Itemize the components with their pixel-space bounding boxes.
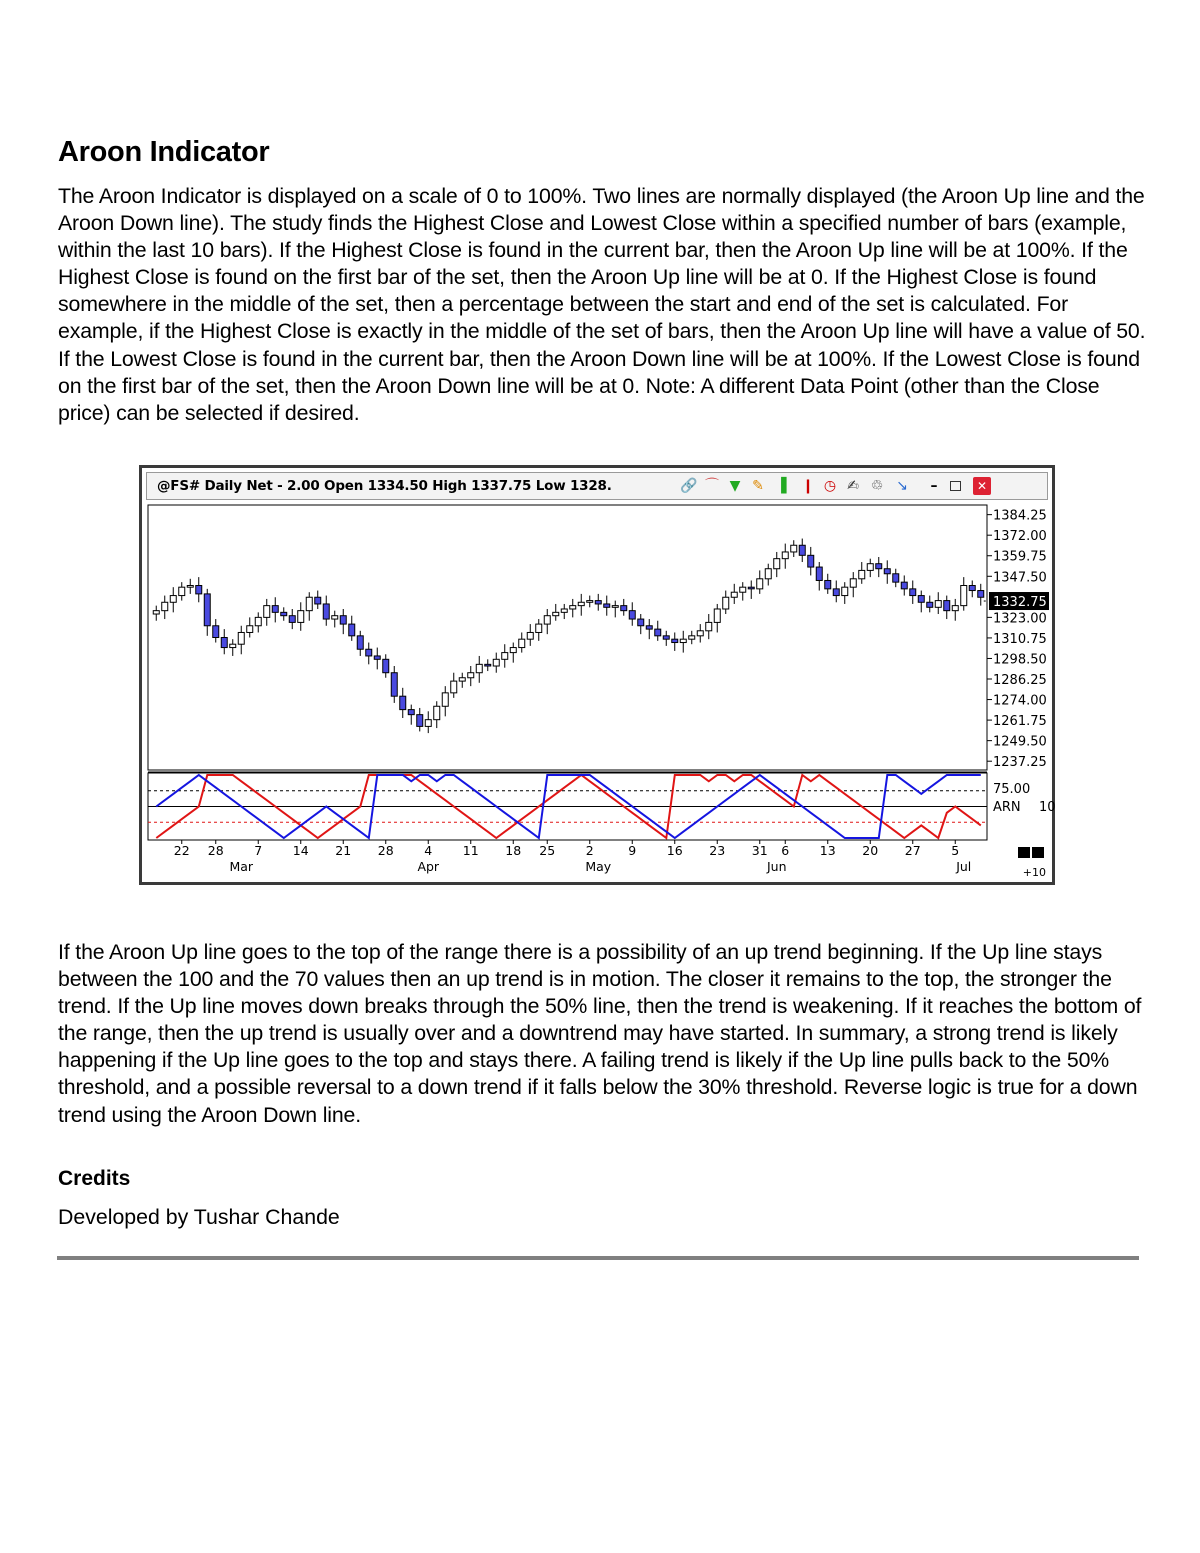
x-tick-label: 31 [751,843,768,858]
month-label: May [585,859,612,874]
draw-pencil-icon[interactable]: ✎ [752,478,764,494]
candle-body [383,659,389,672]
x-tick-label: 13 [819,843,836,858]
x-tick-label: 9 [628,843,637,858]
bar-chart-icon[interactable]: ▐ [775,478,787,494]
candle-body [740,587,746,592]
candle-body [306,597,312,610]
candle-body [910,589,916,596]
month-label: Apr [417,859,440,874]
candle-body [298,611,304,623]
y-tick-label: 1384.25 [993,508,1047,524]
interpretation-paragraph: If the Aroon Up line goes to the top of the range there is a possibility of an up trend beginning. If the Up line stays between the 100 and the 70 values then an up trend is in motion. The closer it remains to the top, the stronger the trend. If the Up line moves down breaks through the 50% line, then the trend is weakening. If it reaches the bottom of the range, then the up trend is usually over and a downtrend may have started. In summary, a strong trend is likely happening if the Up line goes to the top and stays there. A failing trend is likely if the Up line pulls back to the 50% threshold, and a possible reversal to a down trend if it falls below the 30% threshold. Reverse logic is true for a down trend using the Aroon Down line. [58,940,1142,1127]
x-tick-label: 27 [904,843,921,858]
candle-body [774,559,780,569]
candle-body [859,570,865,578]
candle-body [289,616,295,623]
clock-icon[interactable]: ◷ [823,478,837,494]
candle-body [315,597,321,604]
candle-body [272,606,278,613]
candle-body [825,580,831,588]
candle-body [391,673,397,696]
candle-body [587,601,593,603]
x-tick-label: 5 [951,843,960,858]
candle-body [578,602,584,605]
candle-body [204,594,210,626]
candle-body [918,596,924,603]
candle-body [196,586,202,594]
candle-body [629,611,635,619]
document-title: Aroon Indicator [58,136,270,168]
chart-window [139,465,1055,885]
candle-body [842,587,848,595]
candle-body [604,604,610,607]
candle-body [179,587,185,595]
candle-body [927,602,933,607]
candle-body [527,632,533,639]
x-tick-label: 28 [377,843,394,858]
candle-body [672,639,678,642]
candle-body [893,574,899,582]
candle-body [961,586,967,606]
candle-body [519,639,525,647]
candle-body [170,596,176,603]
candle-body [850,579,856,587]
y-tick-label: 1310.75 [993,631,1047,647]
candle-body [366,649,372,656]
y-tick-label: 1274.00 [993,693,1047,709]
x-tick-label: 28 [207,843,224,858]
candle-body [757,579,763,589]
candle-body [706,622,712,630]
y-tick-label: 1347.50 [993,570,1047,586]
candle-body [748,587,754,589]
layout-squares-icon[interactable] [1016,845,1044,863]
candle-body [765,569,771,579]
month-label: Jun [766,859,787,874]
candle-body [468,673,474,678]
x-tick-label: 2 [585,843,594,858]
candle-body [510,648,516,653]
candle-body [357,636,363,649]
chart-window-title: @FS# Daily Net - 2.00 Open 1334.50 High 1337.75 Low 1328. [157,478,612,494]
candle-body [884,569,890,574]
candle-body [476,664,482,672]
candle-body [731,592,737,597]
candle-body [417,715,423,727]
zoom-label[interactable]: +10 [1022,866,1046,879]
y-tick-label: 1237.25 [993,755,1047,771]
candle-body [969,586,975,591]
candle-body [434,706,440,719]
candle-body [595,601,601,604]
candle-body [442,693,448,706]
candle-body [655,629,661,636]
candle-body [408,710,414,715]
x-tick-label: 11 [462,843,479,858]
candle-body [230,644,236,647]
x-tick-label: 18 [505,843,522,858]
candle-body [502,653,508,660]
candle-body [349,624,355,636]
last-price-label: 1332.75 [993,595,1047,611]
rainbow-icon[interactable]: ⌒ [705,478,719,494]
y-tick-label: 1286.25 [993,673,1047,689]
x-tick-label: 25 [539,843,556,858]
y-tick-label: 1298.50 [993,652,1047,668]
candle-body [323,604,329,619]
horizontal-rule [57,1256,1139,1260]
candle-body [833,589,839,596]
close-icon[interactable]: ✕ [973,477,991,495]
x-tick-label: 20 [862,843,879,858]
candle-body [493,659,499,666]
candle-body [340,616,346,624]
candle-body [544,616,550,624]
x-tick-label: 23 [709,843,726,858]
candle-body [612,606,618,608]
candle-body [680,639,686,642]
candle-body [799,545,805,555]
candle-body [646,626,652,629]
candle-body [374,656,380,659]
candle-body [485,664,491,666]
candle-body [162,602,168,610]
x-tick-label: 4 [424,843,433,858]
candle-body [221,638,227,648]
candle-body [944,601,950,611]
funnel-icon[interactable]: ▼ [729,478,741,494]
candle-body [621,606,627,611]
intro-paragraph: The Aroon Indicator is displayed on a scale of 0 to 100%. Two lines are normally displayed (the Aroon Up line and the Aroon Down line). The study finds the Highest Close and Lowest Close within a specified number of bars (example, within the last 10 bars). If the Highest Close is found in the current bar, then the Aroon Up line will be at 100%. If the Highest Close is found on the first bar of the set, then the Aroon Up line will be at 0. If the Highest Close is found somewhere in the middle of the set, then a percentage between the start and end of the set is calculated. For example, if the Highest Close is exactly in the middle of the set of bars, then the Aroon Up line will have a value of 50. If the Lowest Close is found in the current bar, then the Aroon Down line will be at 100%. If the Lowest Close is found on the first bar of the set, then the Aroon Down line will be at 0. Note: A different Data Point (other than the Close price) can be selected if desired. [58,184,1146,425]
candle-body [451,681,457,693]
candle-body [264,606,270,618]
candle-body [570,606,576,609]
candle-body [689,636,695,639]
month-label: Mar [229,859,254,874]
credits-heading: Credits [58,1167,131,1190]
candle-body [952,606,958,611]
candle-body [400,696,406,709]
candle-body [213,626,219,638]
candle-body [238,632,244,644]
candle-body [187,586,193,588]
candle-body [876,564,882,569]
edit-icon[interactable]: ✍ [847,478,859,494]
x-tick-label: 22 [173,843,190,858]
candle-body [816,567,822,580]
y-tick-label: 1261.75 [993,714,1047,730]
y-tick-label: 1372.00 [993,529,1047,545]
candle-body [791,545,797,552]
candle-body [723,597,729,609]
candle-body [978,591,984,598]
candle-body [553,612,559,615]
credits-text: Developed by Tushar Chande [58,1205,340,1229]
candle-body [782,552,788,559]
x-tick-label: 7 [254,843,263,858]
candle-body [425,720,431,727]
y-tick-label: 1249.50 [993,734,1047,750]
candle-body [536,624,542,632]
candle-body [867,564,873,571]
x-tick-label: 16 [666,843,683,858]
candle-icon[interactable]: ❙ [802,478,814,494]
trash-icon[interactable]: ♲ [870,478,884,494]
candle-body [697,631,703,636]
link-icon[interactable]: 🔗 [680,478,698,494]
candle-body [714,609,720,622]
pin-icon[interactable]: ↘ [896,478,908,494]
candle-body [561,609,567,612]
candle-body [332,616,338,619]
aroon-chart [142,468,1056,882]
candle-body [247,626,253,633]
candle-body [255,617,261,625]
candle-body [459,678,465,681]
candle-body [901,582,907,589]
y-tick-label: 1359.75 [993,549,1047,565]
aroon-level-label: 75.00 [993,782,1031,797]
candle-body [153,611,159,614]
x-tick-label: 6 [781,843,790,858]
candle-body [281,612,287,615]
candle-body [663,636,669,639]
aroon-indicator-label: ARN [993,800,1021,815]
candle-body [935,601,941,608]
month-label: Jul [956,859,972,874]
price-pane-frame [148,505,987,770]
minimize-icon[interactable]: – [930,478,938,494]
candle-body [638,619,644,626]
y-tick-label: 1323.00 [993,611,1047,627]
x-tick-label: 14 [292,843,309,858]
aroon-period-label: 10 [1039,800,1056,815]
x-tick-label: 21 [335,843,352,858]
candle-body [808,555,814,567]
